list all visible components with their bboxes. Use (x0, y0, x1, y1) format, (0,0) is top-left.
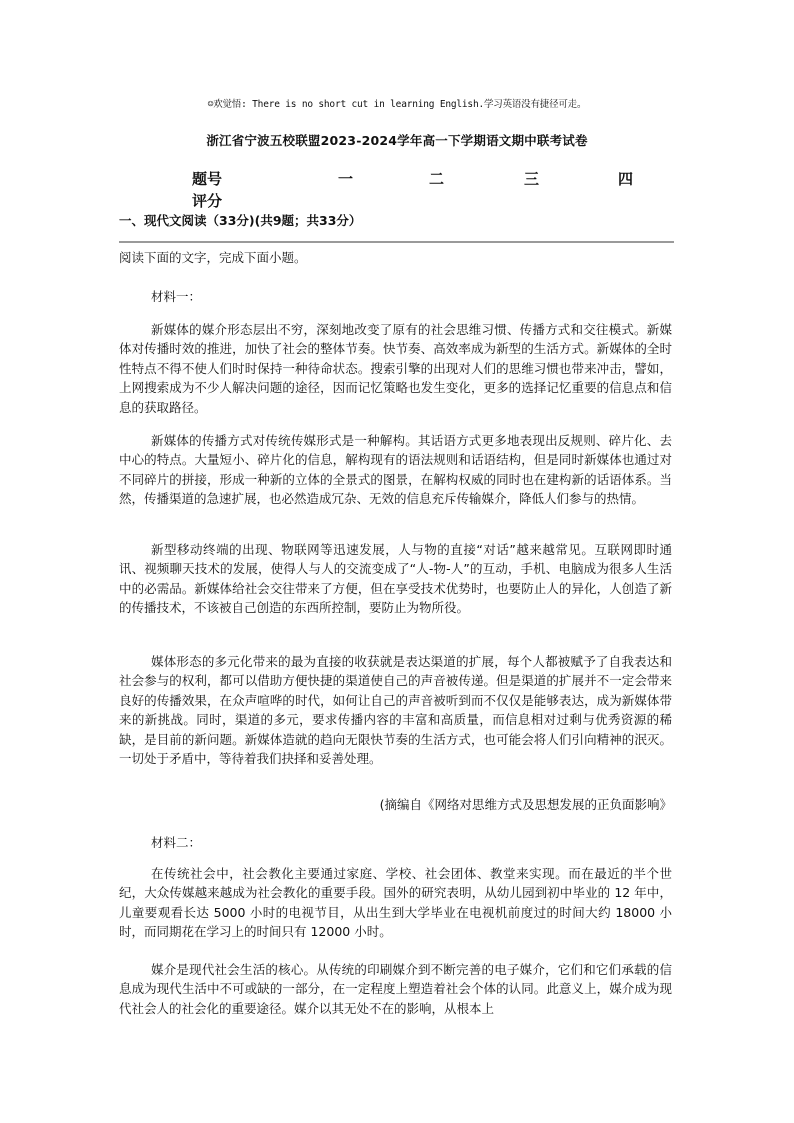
column-2-label: 二 (429, 170, 445, 188)
score-table-score-row (190, 190, 650, 212)
question-number-label: 题号 (192, 170, 223, 188)
score-label: 评分 (192, 192, 223, 210)
material-2-label: 材料二： (151, 835, 202, 850)
material-1-paragraph-3: 新型移动终端的出现、物联网等迅速发展，人与物的直接“对话”越来越常见。互联网即时通讯、视频聊天技术的发展，使得人与人的交流变成了“人-物-人”的互动，手机、电脑成为很多人生活中的必需品。新媒体给社会交往带来了方便，但在享受技术优势时，也要防止人的异化，人创造了新的传播技术，不该被自己创造的东西所控制，要防止为物所役。 (119, 542, 672, 616)
section-heading: 一、现代文阅读（33分)(共9题；共33分） (119, 213, 362, 228)
material-1-paragraph-4: 媒体形态的多元化带来的最为直接的收获就是表达渠道的扩展，每个人都被赋予了自我表达和社会参与的权利，都可以借助方便快捷的渠道使自己的声音被传递。但是渠道的扩展并不一定会带来良好的传播效果，在众声喧哗的时代，如何让自己的声音被听到而不仅仅是能够表达，成为新媒体带来的新挑战。同时，渠道的多元，要求传播内容的丰富和高质量，而信息相对过剩与优秀资源的稀缺，是目前的新问题。新媒体造就的趋向无限快节奏的生活方式，也可能会将人们引向精神的泯灭。一切处于矛盾中，等待着我们抉择和妥善处理。 (119, 654, 672, 767)
material-1-label: 材料一： (151, 289, 202, 304)
column-4-label: 四 (618, 170, 634, 188)
material-1-source: (摘编自《网络对思维方式及思想发展的正负面影响》 (379, 797, 672, 812)
header-banner: ☺欢觉悟: There is no short cut in learning English.学习英语没有捷径可走。 (207, 99, 587, 110)
column-1-label: 一 (338, 170, 354, 188)
instruction-text: 阅读下面的文字，完成下面小题。 (119, 250, 307, 265)
score-table (190, 168, 650, 212)
material-2-paragraph-1: 在传统社会中，社会教化主要通过家庭、学校、社会团体、教堂来实现。而在最近的半个世纪，大众传媒越来越成为社会教化的重要手段。国外的研究表明，从幼儿园到初中毕业的 12 年中，儿童要观看长达 5000 小时的电视节目，从出生到大学毕业在电视机前度过的时间大约 18000 小时，而同期花在学习上的时间只有 12000 小时。 (119, 866, 672, 940)
section-divider (119, 241, 674, 243)
column-3-label: 三 (524, 170, 540, 188)
exam-title: 浙江省宁波五校联盟2023-2024学年高一下学期语文期中联考试卷 (206, 133, 588, 148)
material-2-paragraph-2: 媒介是现代社会生活的核心。从传统的印刷媒介到不断完善的电子媒介，它们和它们承载的信息成为现代生活中不可或缺的一部分，在一定程度上塑造着社会个体的认同。此意义上，媒介成为现代社会人的社会化的重要途径。媒介以其无处不在的影响，从根本上 (119, 962, 672, 1016)
score-table-header-row (190, 168, 650, 190)
material-1-paragraph-2: 新媒体的传播方式对传统传媒形式是一种解构。其话语方式更多地表现出反规则、碎片化、去中心的特点。大量短小、碎片化的信息，解构现有的语法规则和话语结构，但是同时新媒体也通过对不同碎片的拼接，形成一种新的立体的全景式的图景，在解构权威的同时也在建构新的话语体系。当然，传播渠道的急速扩展，也必然造成冗杂、无效的信息充斥传输媒介，降低人们参与的热情。 (119, 433, 672, 507)
material-1-paragraph-1: 新媒体的媒介形态层出不穷，深刻地改变了原有的社会思维习惯、传播方式和交往模式。新媒体对传播时效的推进，加快了社会的整体节奏。快节奏、高效率成为新型的生活方式。新媒体的全时性特点不得不使人们时时保持一种待命状态。搜索引擎的出现对人们的思维习惯也带来冲击，譬如，上网搜索成为不少人解决问题的途径，因而记忆策略也发生变化，更多的选择记忆重要的信息点和信息的获取路径。 (119, 322, 672, 415)
